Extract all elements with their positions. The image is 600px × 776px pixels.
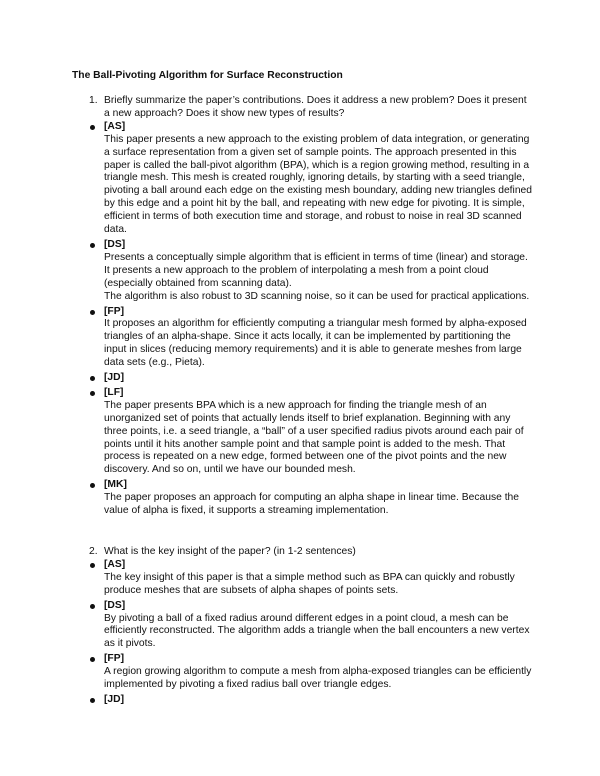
answer-text: It proposes an algorithm for efficiently computing a triangular mesh formed by alpha-exposed triangles of an alpha-shape. Since it acts locally, it can be implemented by partitioning the input in slices (reducing memory requirements) and it is able to generate meshes from large data sets (e.g., Pieta). [104, 318, 527, 369]
bullet-icon [90, 125, 95, 130]
answer-tag: [AS] [104, 558, 126, 570]
answer-list [72, 121, 532, 518]
answer-item [104, 559, 534, 598]
answer-item [104, 239, 534, 304]
bullet-icon [90, 563, 95, 568]
document-title: The Ball-Pivoting Algorithm for Surface Reconstruction [72, 70, 343, 81]
answer-item [104, 600, 534, 652]
answer-list [72, 559, 532, 707]
question-number: 2. [89, 546, 98, 557]
answer-text: The paper presents BPA which is a new approach for finding the triangle mesh of an unorganized set of points that actually lends itself to brief explanation. Beginning with any three points, i.e. a seed triangle, a “ball” of a user specified radius pivots around each pair of points until it hits another sample point and that sample point is added to the mesh. That process is repeated on a new edge, formed between one of the pivot points and the new discovery. And so on, until we have our bounded mesh. [104, 399, 524, 476]
bullet-icon [90, 391, 95, 396]
answer-item [104, 372, 534, 385]
answer-tag: [LF] [104, 386, 124, 398]
answer-text: This paper presents a new approach to the existing problem of data integration, or generating a surface representation from a given set of sample points. The approach presented in this paper is called the ball-pivot algorithm (BPA), which is a region growing method, resulting in a triangle mesh. This mesh is created roughly, ignoring details, by starting with a seed triangle, pivoting a ball around each edge on the existing mesh boundary, adding new triangles defined by this edge and a point hit by the ball, and repeating with new edge for pivoting. It is simple, efficient in terms of both execution time and storage, and robust to noise in real 3D scanned data. [104, 133, 532, 236]
answer-item [104, 387, 534, 477]
answer-text: The key insight of this paper is that a simple method such as BPA can quickly and robustly produce meshes that are subsets of alpha shapes of points sets. [104, 571, 515, 596]
bullet-icon [90, 376, 95, 381]
answer-tag: [JD] [104, 372, 125, 384]
answer-text: The paper proposes an approach for computing an alpha shape in linear time. Because the value of alpha is fixed, it supports a streaming implementation. [104, 492, 520, 517]
answer-item [104, 479, 534, 518]
bullet-icon [90, 657, 95, 662]
answer-tag: [AS] [104, 120, 126, 132]
question-text: Briefly summarize the paper’s contributions. Does it address a new problem? Does it present a new approach? Does it show new types of results? [104, 95, 527, 119]
question-text: What is the key insight of the paper? (in 1-2 sentences) [104, 546, 356, 557]
bullet-icon [90, 604, 95, 609]
answer-text: By pivoting a ball of a fixed radius around different edges in a point cloud, a mesh can be efficiently reconstructed. The algorithm adds a triangle when the ball encounters a new vertex as it pivots. [104, 612, 530, 650]
answer-text: The algorithm is also robust to 3D scanning noise, so it can be used for practical applications. [104, 290, 530, 302]
bullet-icon [90, 310, 95, 315]
answer-item [104, 306, 534, 371]
answer-tag: [DS] [104, 238, 126, 250]
bullet-icon [90, 483, 95, 488]
answer-text: It presents a new approach to the problem of interpolating a mesh from a point cloud (especially obtained from scanning data). [104, 264, 489, 289]
answer-item [104, 653, 534, 692]
answer-text: Presents a conceptually simple algorithm that is efficient in terms of time (linear) and storage. [104, 251, 528, 263]
bullet-icon [90, 698, 95, 703]
answer-text: A region growing algorithm to compute a mesh from alpha-exposed triangles can be efficiently implemented by pivoting a fixed radius ball over triangle edges. [104, 666, 532, 691]
bullet-icon [90, 243, 95, 248]
answer-tag: [JD] [104, 693, 125, 705]
question-number: 1. [89, 95, 98, 106]
answer-item [104, 121, 534, 237]
question-1 [72, 95, 532, 518]
answer-tag: [FP] [104, 305, 125, 317]
answer-item [104, 694, 534, 707]
answer-tag: [MK] [104, 479, 127, 491]
answer-tag: [FP] [104, 653, 125, 665]
answer-tag: [DS] [104, 599, 126, 611]
question-2 [72, 546, 532, 707]
